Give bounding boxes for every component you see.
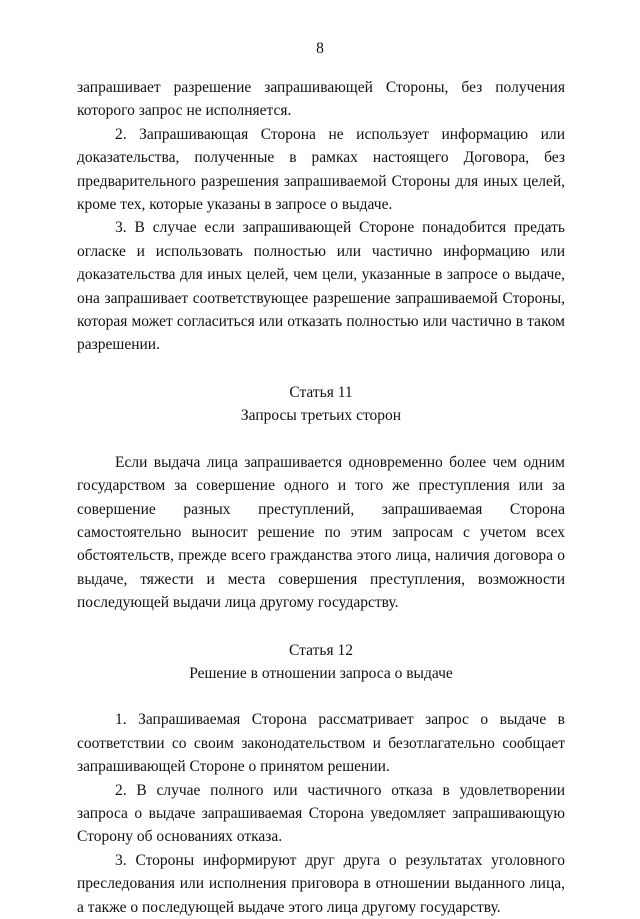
article-12-number: Статья 12 xyxy=(289,641,353,659)
paragraph-article10-item3: 3. В случае если запрашивающей Стороне понадобится предать огласке и использовать полностью или частично информацию или доказательства для иных целей, чем цели, указанные в запросе о выдаче, она запрашивает соответствующее разрешение запрашиваемой Стороны, которая может согласиться или отказать полностью или частично в таком разрешении. xyxy=(77,219,565,354)
page-number: 8 xyxy=(316,40,324,57)
article-12-title: Решение в отношении запроса о выдаче xyxy=(189,664,453,682)
paragraph-article12-item2: 2. В случае полного или частичного отказа в удовлетворении запроса о выдаче запрашиваемая Сторона уведомляет запрашивающую Сторону об основаниях отказа. xyxy=(77,781,565,846)
article-11-title: Запросы третьих сторон xyxy=(240,407,402,425)
article-12-heading xyxy=(77,639,565,686)
article-11-heading xyxy=(77,381,565,428)
article-11-number: Статья 11 xyxy=(289,383,353,401)
paragraph-continuation: запрашивает разрешение запрашивающей Стороны, без получения которого запрос не исполняется. xyxy=(77,79,565,120)
document-body xyxy=(77,76,565,919)
paragraph-article12-item1: 1. Запрашиваемая Сторона рассматривает запрос о выдаче в соответствии со своим законодательством и безотлагательно сообщает запрашивающей Стороне о принятом решении. xyxy=(77,711,565,776)
paragraph-article11: Если выдача лица запрашивается одновременно более чем одним государством за совершение одного и того же преступления или за совершение разных преступлений, запрашиваемая Сторона самостоятельно выносит решение по этим запросам с учетом всех обстоятельств, прежде всего гражданства этого лица, наличия договора о выдаче, тяжести и места совершения преступления, возможности последующей выдачи лица другому государству. xyxy=(77,453,565,612)
paragraph-article12-item3: 3. Стороны информируют друг друга о результатах уголовного преследования или исполнения приговора в отношении выданного лица, а также о последующей выдаче этого лица другому государству. xyxy=(77,851,565,916)
paragraph-article10-item2: 2. Запрашивающая Сторона не использует информацию или доказательства, полученные в рамках настоящего Договора, без предварительного разрешения запрашиваемой Стороны для иных целей, кроме тех, которые указаны в запросе о выдаче. xyxy=(77,125,565,214)
